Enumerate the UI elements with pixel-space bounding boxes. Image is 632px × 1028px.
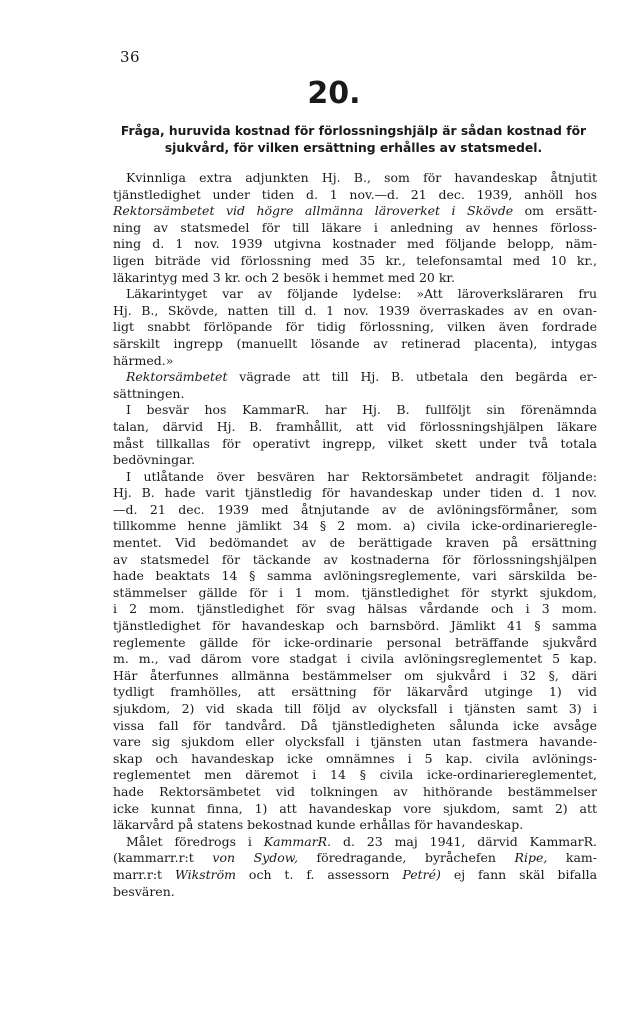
text-line: I besvär hos KammarR. har Hj. B. fullföljt sin förenämnda (126, 402, 597, 418)
text-line: vare sig sjukdom eller olycksfall i tjänsten utan fastmera havande- (113, 734, 597, 750)
text-line: Hj. B. hade varit tjänstledig för havandeskap under tiden d. 1 nov. (113, 485, 597, 501)
text-line: Rektorsämbetet vägrade att till Hj. B. utbetala den begärda er- (126, 369, 597, 385)
text-line: talan, därvid Hj. B. framhållit, att vid förlossningshjälpen läkare (113, 418, 597, 434)
heading-line-1: Fråga, huruvida kostnad för förlossningshjälp är sådan kostnad för (120, 124, 587, 138)
text-line: ligt snabbt förlöpande för tidig förlossning, vilken även fordrade (113, 319, 597, 335)
text-line: icke kunnat finna, 1) att havandeskap vore sjukdom, samt 2) att (113, 800, 597, 816)
text-line: —d. 21 dec. 1939 med åtnjutande av de avlöningsförmåner, som (113, 501, 597, 517)
text-line: av statsmedel för täckande av kostnaderna för förlossningshjälpen (113, 551, 597, 567)
text-line: Hj. B., Skövde, natten till d. 1 nov. 1939 överraskades av en ovan- (113, 302, 597, 318)
text-line: reglementet men däremot i 14 § civila icke-ordinariereglementet, (113, 767, 597, 783)
text-line: Kvinnliga extra adjunkten Hj. B., som för havandeskap åtnjutit (126, 170, 597, 185)
page-number: 36 (120, 48, 141, 66)
text-line: särskilt ingrepp (manuellt lösande av retinerad placenta), intygas (113, 335, 597, 351)
text-line: Rektorsämbetet vid högre allmänna läroverket i Skövde om ersätt- (113, 203, 597, 219)
text-line: bedövningar. (113, 452, 196, 468)
text-line: hade Rektorsämbetet vid tolkningen av hithörande bestämmelser (113, 783, 597, 799)
text-line: m. m., vad därom vore stadgat i civila avlöningsreglementet 5 kap. (113, 651, 597, 667)
text-line: läkarvård på statens bekostnad kunde erhållas för havandeskap. (113, 817, 524, 833)
text-line: stämmelser gällde för i 1 mom. tjänstledighet för styrkt sjukdom, (113, 584, 597, 600)
text-line: i 2 mom. tjänstledighet för svag hälsas vårdande och i 3 mom. (113, 601, 597, 617)
text-line: Här återfunnes allmänna bestämmelser om sjukvård i 32 §, däri (113, 667, 597, 683)
text-line: ligen biträde vid förlossning med 35 kr., telefonsamtal med 10 kr., (113, 252, 597, 268)
body-text (113, 170, 597, 900)
text-line: I utlåtande över besvären har Rektorsämbetet andragit följande: (126, 468, 597, 484)
text-line: marr.r:t Wikström och t. f. assessorn Petré) ej fann skäl bifalla (113, 866, 598, 882)
text-line: mentet. Vid bedömandet av de berättigade kraven på ersättning (113, 535, 597, 551)
text-line: läkarintyg med 3 kr. och 2 besök i hemmet med 20 kr. (113, 269, 455, 285)
text-line: ning av statsmedel för till läkare i anledning av hennes förloss- (113, 219, 597, 235)
text-line: skap och havandeskap icke omnämnes i 5 kap. civila avlönings- (113, 750, 597, 766)
text-line: hade beaktats 14 § samma avlöningsreglemente, vari särskilda be- (113, 568, 597, 584)
text-line: sättningen. (113, 385, 185, 401)
text-line: Läkarintyget var av följande lydelse: »Att läroverksläraren fru (126, 286, 597, 302)
text-line: tydligt framhölles, att ersättning för läkarvård utginge 1) vid (113, 684, 597, 700)
text-line: tjänstledighet för havandeskap och barnsbörd. Jämlikt 41 § samma (113, 618, 597, 634)
text-line: härmed.» (113, 352, 174, 368)
text-line: måst tillkallas för operativt ingrepp, vilket skett under två totala (113, 435, 597, 451)
text-line: Målet föredrogs i KammarR. d. 23 maj 1941, därvid KammarR. (126, 833, 597, 849)
text-line: besvären. (113, 883, 175, 899)
text-line: ning d. 1 nov. 1939 utgivna kostnader med följande belopp, näm- (113, 236, 597, 252)
text-line: sjukdom, 2) vid skada till följd av olycksfall i tjänsten samt 3) i (113, 701, 597, 716)
text-line: reglemente gällde för icke-ordinarie personal beträffande sjukvård (113, 634, 597, 650)
heading-line-2: sjukvård, för vilken ersättning erhålles av statsmedel. (164, 141, 543, 155)
case-number: 20. (307, 76, 361, 111)
text-line: tillkomme henne jämlikt 34 § 2 mom. a) civila icke-ordinarieregle- (113, 518, 597, 534)
text-line: (kammarr.r:t von Sydow, föredragande, byråchefen Ripe, kam- (113, 850, 598, 866)
text-line: tjänstledighet under tiden d. 1 nov.—d. 21 dec. 1939, anhöll hos (113, 186, 597, 202)
case-heading (110, 123, 597, 157)
text-line: vissa fall för tandvård. Då tjänstledigheten sålunda icke avsåge (113, 717, 597, 733)
